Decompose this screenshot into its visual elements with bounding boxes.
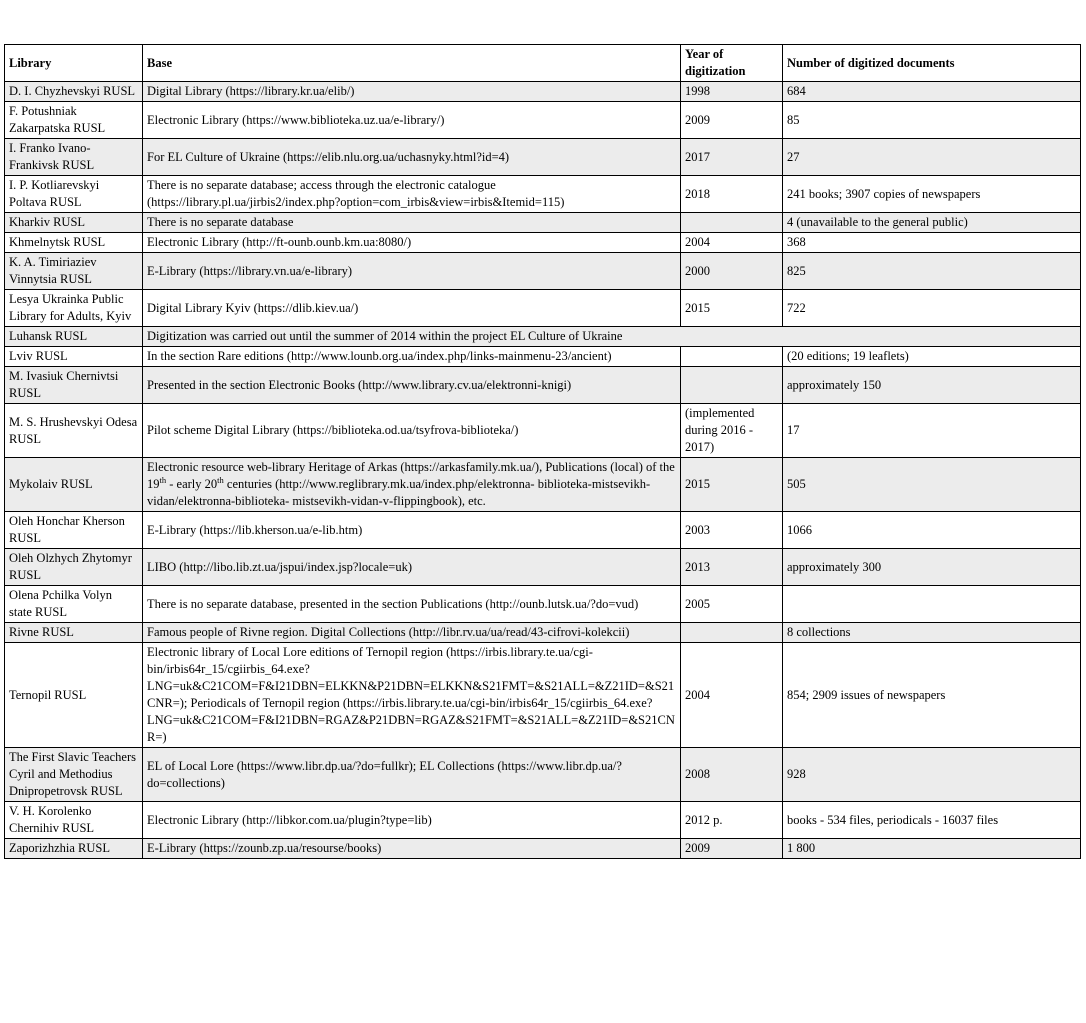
table-row <box>5 327 1081 347</box>
header-count: Number of digitized documents <box>783 45 1081 82</box>
count-cell: 928 <box>783 748 1081 802</box>
header-row <box>5 45 1081 82</box>
library-cell: M. S. Hrushevskyi Odesa RUSL <box>5 404 143 458</box>
digitization-table <box>4 44 1081 859</box>
table-row <box>5 139 1081 176</box>
library-cell: Khmelnytsk RUSL <box>5 233 143 253</box>
year-cell: 2015 <box>681 290 783 327</box>
library-cell: F. Potushniak Zakarpatska RUSL <box>5 102 143 139</box>
year-cell: 2013 <box>681 549 783 586</box>
table-row <box>5 233 1081 253</box>
header-base: Base <box>143 45 681 82</box>
year-cell: 2004 <box>681 643 783 748</box>
base-cell: There is no separate database <box>143 213 681 233</box>
year-cell <box>681 347 783 367</box>
year-cell <box>681 623 783 643</box>
count-cell: 17 <box>783 404 1081 458</box>
table-row <box>5 176 1081 213</box>
header-library: Library <box>5 45 143 82</box>
count-cell: 825 <box>783 253 1081 290</box>
library-cell: Mykolaiv RUSL <box>5 458 143 512</box>
base-cell: Electronic Library (http://ft-ounb.ounb.km.ua:8080/) <box>143 233 681 253</box>
library-cell: Rivne RUSL <box>5 623 143 643</box>
base-text-segment: - early 20 <box>166 477 218 491</box>
table-row <box>5 290 1081 327</box>
table-row <box>5 253 1081 290</box>
year-cell: 2009 <box>681 102 783 139</box>
base-cell: For EL Culture of Ukraine (https://elib.nlu.org.ua/uchasnyky.html?id=4) <box>143 139 681 176</box>
count-cell: books - 534 files, periodicals - 16037 files <box>783 802 1081 839</box>
table-row <box>5 367 1081 404</box>
year-cell: 2015 <box>681 458 783 512</box>
library-cell: Olena Pchilka Volyn state RUSL <box>5 586 143 623</box>
base-cell: In the section Rare editions (http://www.lounb.org.ua/index.php/links-mainmenu-23/ancient) <box>143 347 681 367</box>
ordinal-superscript: th <box>217 474 224 485</box>
base-cell: Famous people of Rivne region. Digital Collections (http://libr.rv.ua/ua/read/43-cifrovi-kolekcii) <box>143 623 681 643</box>
library-cell: M. Ivasiuk Chernivtsi RUSL <box>5 367 143 404</box>
base-cell: Digital Library Kyiv (https://dlib.kiev.ua/) <box>143 290 681 327</box>
base-cell: EL of Local Lore (https://www.libr.dp.ua/?do=fullkr); EL Collections (https://www.libr.dp.ua/?do=collections) <box>143 748 681 802</box>
base-cell: Presented in the section Electronic Books (http://www.library.cv.ua/elektronni-knigi) <box>143 367 681 404</box>
base-cell: LIBO (http://libo.lib.zt.ua/jspui/index.jsp?locale=uk) <box>143 549 681 586</box>
base-cell: There is no separate database, presented in the section Publications (http://ounb.lutsk.ua/?do=vud) <box>143 586 681 623</box>
base-cell: E-Library (https://library.vn.ua/e-library) <box>143 253 681 290</box>
year-cell: 2000 <box>681 253 783 290</box>
header-year: Year of digitization <box>681 45 783 82</box>
year-cell: 2004 <box>681 233 783 253</box>
base-text-segment: Electronic resource web-library Heritage of Arkas (https://arkasfamily.mk.ua/), Publications (local) of the 19 <box>147 460 675 491</box>
base-cell: E-Library (https://lib.kherson.ua/e-lib.htm) <box>143 512 681 549</box>
base-cell: There is no separate database; access through the electronic catalogue (https://library.pl.ua/jirbis2/index.php?option=com_irbis&view=irbis&Itemid=115) <box>143 176 681 213</box>
table-row <box>5 643 1081 748</box>
year-cell <box>681 367 783 404</box>
base-cell-spanned: Digitization was carried out until the summer of 2014 within the project EL Culture of Ukraine <box>143 327 1081 347</box>
table-row <box>5 458 1081 512</box>
library-cell: Oleh Olzhych Zhytomyr RUSL <box>5 549 143 586</box>
library-cell: I. Franko Ivano-Frankivsk RUSL <box>5 139 143 176</box>
count-cell: 505 <box>783 458 1081 512</box>
base-cell: Digital Library (https://library.kr.ua/elib/) <box>143 82 681 102</box>
year-cell: 2018 <box>681 176 783 213</box>
ordinal-superscript: th <box>159 474 167 485</box>
library-cell: D. I. Chyzhevskyi RUSL <box>5 82 143 102</box>
table-row <box>5 623 1081 643</box>
table-row <box>5 82 1081 102</box>
count-cell: 8 collections <box>783 623 1081 643</box>
year-cell: 2005 <box>681 586 783 623</box>
library-cell: Ternopil RUSL <box>5 643 143 748</box>
table-row <box>5 404 1081 458</box>
base-cell <box>143 458 681 512</box>
count-cell: 722 <box>783 290 1081 327</box>
year-cell <box>681 213 783 233</box>
table-row <box>5 213 1081 233</box>
library-cell: Lesya Ukrainka Public Library for Adults, Kyiv <box>5 290 143 327</box>
count-cell: approximately 150 <box>783 367 1081 404</box>
table-row <box>5 549 1081 586</box>
base-text-segment: centuries (http://www.reglibrary.mk.ua/index.php/elektronna- biblioteka-mistsevikh-vidan/elektronna-biblioteka- mistsevikh-vidan-v-flippingbook), etc. <box>147 477 651 508</box>
library-cell: K. A. Timiriaziev Vinnytsia RUSL <box>5 253 143 290</box>
table-row <box>5 839 1081 859</box>
base-cell: Electronic library of Local Lore editions of Ternopil region (https://irbis.library.te.ua/cgi-bin/irbis64r_15/cgiirbis_64.exe?LNG=uk&C21COM=F&I21DBN=ELKKN&P21DBN=ELKKN&S21FMT=&S21ALL=&Z21ID=&S21CNR=); Periodicals of Ternopil region (https://irbis.library.te.ua/cgi-bin/irbis64r_15/cgiirbis_64.exe?LNG=uk&C21COM=F&I21DBN=RGAZ&P21DBN=RGAZ&S21FMT=&S21ALL=&Z21ID=&S21CNR=) <box>143 643 681 748</box>
library-cell: Oleh Honchar Kherson RUSL <box>5 512 143 549</box>
library-cell: Zaporizhzhia RUSL <box>5 839 143 859</box>
table-row <box>5 512 1081 549</box>
table-row <box>5 102 1081 139</box>
count-cell: 85 <box>783 102 1081 139</box>
table-row <box>5 748 1081 802</box>
count-cell: 368 <box>783 233 1081 253</box>
table-row <box>5 802 1081 839</box>
count-cell: 1 800 <box>783 839 1081 859</box>
year-cell: 2003 <box>681 512 783 549</box>
base-cell: E-Library (https://zounb.zp.ua/resourse/books) <box>143 839 681 859</box>
library-cell: Kharkiv RUSL <box>5 213 143 233</box>
library-cell: V. H. Korolenko Chernihiv RUSL <box>5 802 143 839</box>
year-cell: 2009 <box>681 839 783 859</box>
count-cell: (20 editions; 19 leaflets) <box>783 347 1081 367</box>
year-cell: 2012 р. <box>681 802 783 839</box>
count-cell: 1066 <box>783 512 1081 549</box>
library-cell: I. P. Kotliarevskyi Poltava RUSL <box>5 176 143 213</box>
count-cell: approximately 300 <box>783 549 1081 586</box>
count-cell: 241 books; 3907 copies of newspapers <box>783 176 1081 213</box>
year-cell: (implemented during 2016 - 2017) <box>681 404 783 458</box>
count-cell: 854; 2909 issues of newspapers <box>783 643 1081 748</box>
year-cell: 2008 <box>681 748 783 802</box>
year-cell: 2017 <box>681 139 783 176</box>
year-cell: 1998 <box>681 82 783 102</box>
library-cell: Luhansk RUSL <box>5 327 143 347</box>
base-cell: Electronic Library (https://www.biblioteka.uz.ua/e-library/) <box>143 102 681 139</box>
library-cell: The First Slavic Teachers Cyril and Methodius Dnipropetrovsk RUSL <box>5 748 143 802</box>
count-cell: 27 <box>783 139 1081 176</box>
count-cell: 684 <box>783 82 1081 102</box>
base-cell: Electronic Library (http://libkor.com.ua/plugin?type=lib) <box>143 802 681 839</box>
table-row <box>5 586 1081 623</box>
base-cell: Pilot scheme Digital Library (https://biblioteka.od.ua/tsyfrova-biblioteka/) <box>143 404 681 458</box>
count-cell: 4 (unavailable to the general public) <box>783 213 1081 233</box>
count-cell <box>783 586 1081 623</box>
table-row <box>5 347 1081 367</box>
library-cell: Lviv RUSL <box>5 347 143 367</box>
